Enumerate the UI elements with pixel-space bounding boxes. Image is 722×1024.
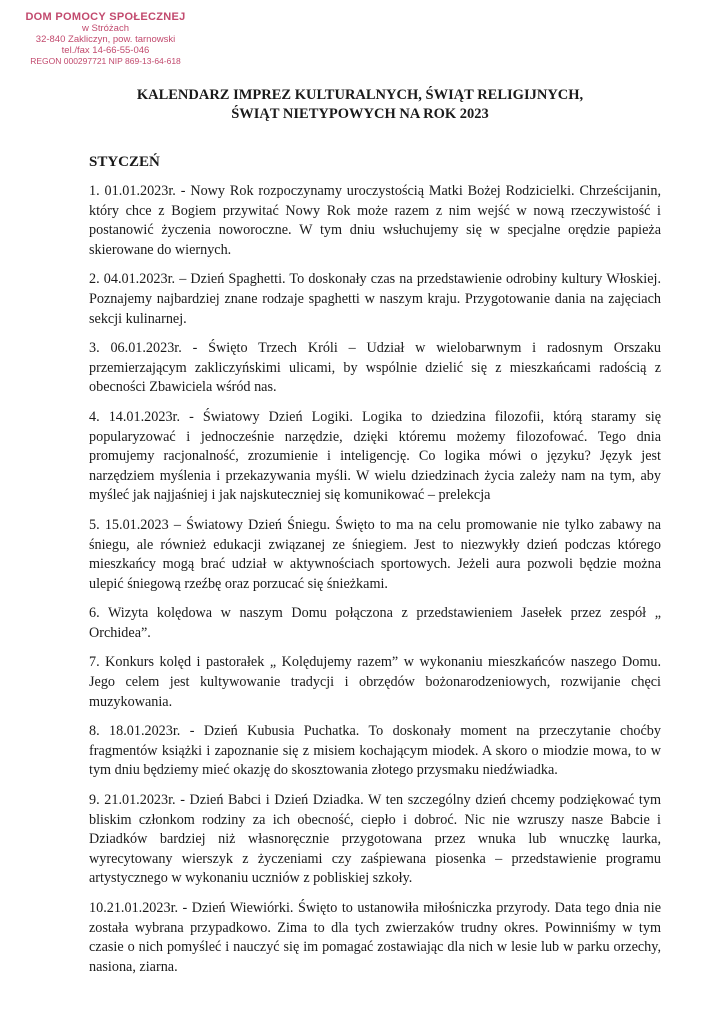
stamp-line-regon: REGON 000297721 NIP 869-13-64-618 <box>30 56 181 66</box>
entry-6: 6. Wizyta kolędowa w naszym Domu połączona z przedstawieniem Jasełek przez zespół „ Orchidea”. <box>89 605 661 641</box>
title-line-1: KALENDARZ IMPREZ KULTURALNYCH, ŚWIĄT RELIGIJNYCH, <box>136 87 584 103</box>
entry-4: 4. 14.01.2023r. - Światowy Dzień Logiki. Logika to dziedzina filozofii, którą staramy się popularyzować i jednocześnie narzędzie, dzięki któremu możemy filozofować. Tego dnia promujemy racjonalność, zrozumienie i inteligencję. Co logika mówi o języku? Język jest narzędziem myślenia i przekazywania myśli. W wielu dziedzinach życia zależy nam na tym, aby myśleć jak najjaśniej i jak najskuteczniej się komunikować – prelekcja <box>89 408 661 504</box>
entry-8: 8. 18.01.2023r. - Dzień Kubusia Puchatka. To doskonały moment na przeczytanie choćby fragmentów książki i zapoznanie się z misiem kochającym miodek. A skoro o miodzie mowa, to w tym dniu będziemy mieć okazję do skosztowania złotego przysmaku niedźwiadka. <box>89 723 661 779</box>
entry-10: 10.21.01.2023r. - Dzień Wiewiórki. Święto to ustanowiła miłośniczka przyrody. Data tego dnia nie została wybrana przypadkowo. Zima to dla tych zwierzaków trudny okres. Powinniśmy w tym czasie o nich pomyśleć i nauczyć się im pomagać zostawiając dla nich w lesie lub w parku orzechy, nasiona, ziarna. <box>89 900 661 975</box>
month-heading: STYCZEŃ <box>89 154 160 170</box>
stamp-title: DOM POMOCY SPOŁECZNEJ <box>25 11 186 23</box>
entry-3: 3. 06.01.2023r. - Święto Trzech Króli – Udział w wielobarwnym i radosnym Orszaku przemierzającym zakliczyńskimi ulicami, by wspólnie dzielić się z mieszkańcami radością z obecności Zbawiciela wśród nas. <box>89 340 661 396</box>
title-line-2: ŚWIĄT NIETYPOWYCH NA ROK 2023 <box>231 106 489 122</box>
entry-7: 7. Konkurs kolęd i pastorałek „ Kolędujemy razem” w wykonaniu mieszkańców naszego Domu. Jego celem jest kultywowanie tradycji i obrzędów bożonarodzeniowych, rozwijanie chęci muzykowania. <box>89 654 661 710</box>
document-title <box>80 86 640 124</box>
entry-9: 9. 21.01.2023r. - Dzień Babci i Dzień Dziadka. W ten szczególny dzień chcemy podziękować tym bliskim członkom rodziny za ich obecność, ciepło i dobroć. Nic nie wzruszy nasze Babcie i Dziadków bardziej niż własnoręcznie przygotowana przez wnuka lub wnuczkę laurka, wyrecytowany wierszyk z życzeniami czy zaśpiewana piosenka – przedstawienie programu artystycznego w wykonaniu uczniów z pobliskiej szkoły. <box>89 792 661 887</box>
entries-list <box>89 182 661 987</box>
entry-1: 1. 01.01.2023r. - Nowy Rok rozpoczynamy uroczystością Matki Bożej Rodzicielki. Chrześcijanin, który chce z Bogiem przywitać Nowy Rok może razem z nim wejść w nową rzeczywistość i postanowić życzenia noworoczne. W tym dniu wsłuchujemy się w specjalne orędzie papieża skierowane do wiernych. <box>89 183 661 258</box>
stamp-line-phone: tel./fax 14-66-55-046 <box>61 45 150 56</box>
entry-2: 2. 04.01.2023r. – Dzień Spaghetti. To doskonały czas na przedstawienie odrobiny kultury Włoskiej. Poznajemy najbardziej znane rodzaje spaghetti w naszym kraju. Przygotowanie dania na zajęciach sekcji kulinarnej. <box>89 271 661 327</box>
stamp-line-address: 32-840 Zakliczyn, pow. tarnowski <box>35 34 176 45</box>
stamp-line-location: w Stróżach <box>82 23 129 34</box>
institution-stamp <box>18 12 193 67</box>
entry-5: 5. 15.01.2023 – Światowy Dzień Śniegu. Święto to ma na celu promowanie nie tylko zabawy na śniegu, ale również edukacji związanej ze śniegiem. Jest to niezwykły dzień podczas którego mieszkańcy mogą brać udział w aktywnościach sportowych. Jeżeli aura pozwoli będzie można ulepić śniegową rzeźbę oraz porzucać się śnieżkami. <box>89 516 661 592</box>
